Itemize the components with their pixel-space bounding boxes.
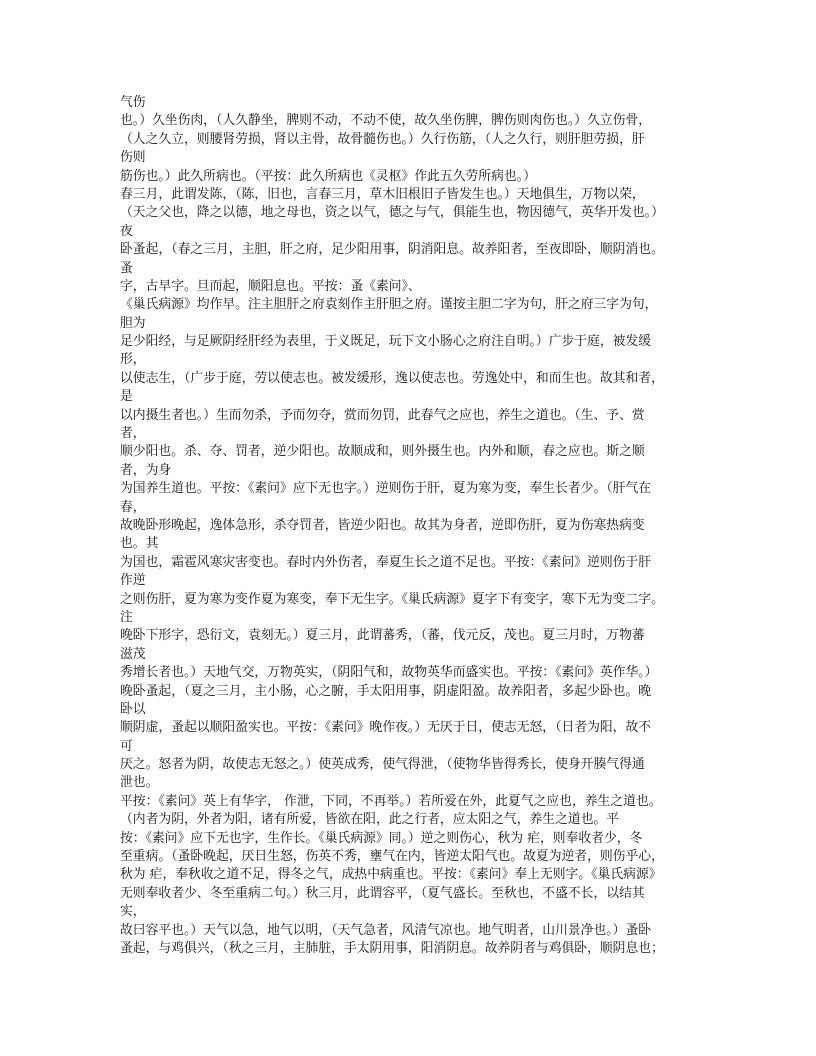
text-line: 足少阳经，与足厥阴经肝经为表里，于义既足，玩下文小肠心之府注自明。）广步于庭，被发缓 <box>120 334 652 350</box>
text-line: （人之久立，则腰肾劳损，肾以主骨，故骨髓伤也。）久行伤筋，（人之久行，则肝胆劳损，肝 <box>120 131 645 147</box>
text-line: 是 <box>120 389 133 405</box>
text-line: 无则奉收者少、冬至重病二句。）秋三月，此谓容平，（夏气盛长。至秋也，不盛不长，以结其 <box>120 885 645 901</box>
text-line: 者，为身 <box>120 462 172 478</box>
text-line: 滋茂 <box>120 646 146 662</box>
text-line: 胆为 <box>120 315 146 331</box>
document-body-text <box>120 94 700 958</box>
text-line: 厌之。怒者为阴，故使志无怒之。）使英成秀，使气得泄，（使物华皆得秀长，使身开腠气得通 <box>120 757 645 773</box>
text-line: 故晚卧形晚起，逸体急形，杀夺罚者，皆逆少阳也。故其为身者，逆即伤肝，夏为伤寒热病变 <box>120 517 645 533</box>
text-line: 春， <box>120 499 146 515</box>
text-line: 可 <box>120 738 133 754</box>
text-line: 为国养生道也。平按：《素问》应下无也字。）逆则伤于肝，夏为寒为变，奉生长者少。（肝气在 <box>120 481 652 497</box>
text-line: 蚤 <box>120 260 133 276</box>
text-line: 者， <box>120 426 146 442</box>
text-line: 也。）久坐伤肉，（人久静坐，脾则不动，不动不使，故久坐伤脾，脾伤则肉伤也。）久立伤骨， <box>120 113 652 129</box>
text-line: 《巢氏病源》均作早。注主胆肝之府袁刻作主肝胆之府。谨按主胆二字为句，肝之府三字为句， <box>120 297 658 313</box>
text-line: 按：《素问》应下无也字，生作长。《巢氏病源》同。）逆之则伤心，秋为 疟，则奉收者少，冬 <box>120 830 643 846</box>
text-line: 夜 <box>120 223 133 239</box>
text-line: 注 <box>120 609 133 625</box>
text-line: 作逆 <box>120 573 146 589</box>
text-line: 字，古早字。旦而起，顺阳息也。平按：蚤《素问》、 <box>120 278 421 294</box>
text-line: 顺阴虚，蚤起以顺阳盈实也。平按：《素问》晚作夜。）无厌于日，使志无怒，（日者为阳，故不 <box>120 720 652 736</box>
text-line: 筋伤也。）此久所病也。（平按：此久所病也《灵枢》作此五久劳所病也。） <box>120 168 536 184</box>
text-line: （内者为阴，外者为阳，诸有所爱，皆欲在阳，此之行者，应太阳之气，养生之道也。平 <box>120 812 620 828</box>
text-line: 也。其 <box>120 536 159 552</box>
text-line: 故曰容平也。）天气以急，地气以明，（天气急者，风清气凉也。地气明者，山川景净也。）蚤卧 <box>120 922 652 938</box>
text-line: 形， <box>120 352 146 368</box>
text-line: 为国也，霜雹风寒灾害变也。春时内外伤者，奉夏生长之道不足也。平按：《素问》逆则伤于肝 <box>120 554 652 570</box>
text-line: 之则伤肝，夏为寒为变作夏为寒变，奉下无生字。《巢氏病源》夏字下有变字，寒下无为变二字。 <box>120 591 664 607</box>
text-line: 气伤 <box>120 95 146 110</box>
text-line: 泄也。 <box>120 775 159 791</box>
text-line: 卧蚤起，（春之三月，主胆，肝之府，足少阳用事，阴消阳息。故养阳者，至夜即卧，顺阴消也。 <box>120 242 664 258</box>
text-line: 至重病。（蚤卧晚起，厌日生怒，伤英不秀，壅气在内，皆逆太阳气也。故夏为逆者，则伤乎心， <box>120 849 664 865</box>
text-line: 实， <box>120 904 146 920</box>
text-line: 以使志生，（广步于庭，劳以使志也。被发缓形，逸以使志也。劳逸处中，和而生也。故其和者， <box>120 370 664 386</box>
text-line: 以内摄生者也。）生而勿杀，予而勿夺，赏而勿罚，此春气之应也，养生之道也。（生、予、赏 <box>120 407 645 423</box>
text-line: 顺少阳也。杀、夺、罚者，逆少阳也。故顺成和，则外摄生也。内外和顺，春之应也。斯之顺 <box>120 444 645 460</box>
text-line: （天之父也，降之以德，地之母也，资之以气，德之与气，俱能生也，物因德气，英华开发也。） <box>120 205 664 221</box>
text-line: 蚤起，与鸡俱兴，（秋之三月，主肺脏，手太阴用事，阳消阴息。故养阴者与鸡俱卧，顺阴息也； <box>120 940 664 956</box>
text-line: 平按：《素问》英上有华字， 作泄，下同，不再举。）若所爱在外，此夏气之应也，养生之道也。 <box>120 793 662 809</box>
text-line: 秋为 疟，奉秋收之道不足，得冬之气，成热中病重也。平按：《素问》奉上无则字。《巢氏病源》 <box>120 867 662 883</box>
text-line: 春三月，此谓发陈，（陈，旧也，言春三月，草木旧根旧子皆发生也。）天地俱生，万物以荣， <box>120 186 645 202</box>
text-line: 卧以 <box>120 701 146 717</box>
text-line: 伤则 <box>120 150 146 166</box>
text-line: 晚卧蚤起，（夏之三月，主小肠，心之腑，手太阳用事，阴虚阳盈。故养阳者，多起少卧也。晚 <box>120 683 652 699</box>
text-line: 晚卧下形字，恐衍文，袁刻无。）夏三月，此谓蕃秀，（蕃，伐元反，茂也。夏三月时，万物蕃 <box>120 628 645 644</box>
text-line: 秀增长者也。）天地气交，万物英实，（阴阳气和，故物英华而盛实也。平按：《素问》英作华。） <box>120 665 658 681</box>
